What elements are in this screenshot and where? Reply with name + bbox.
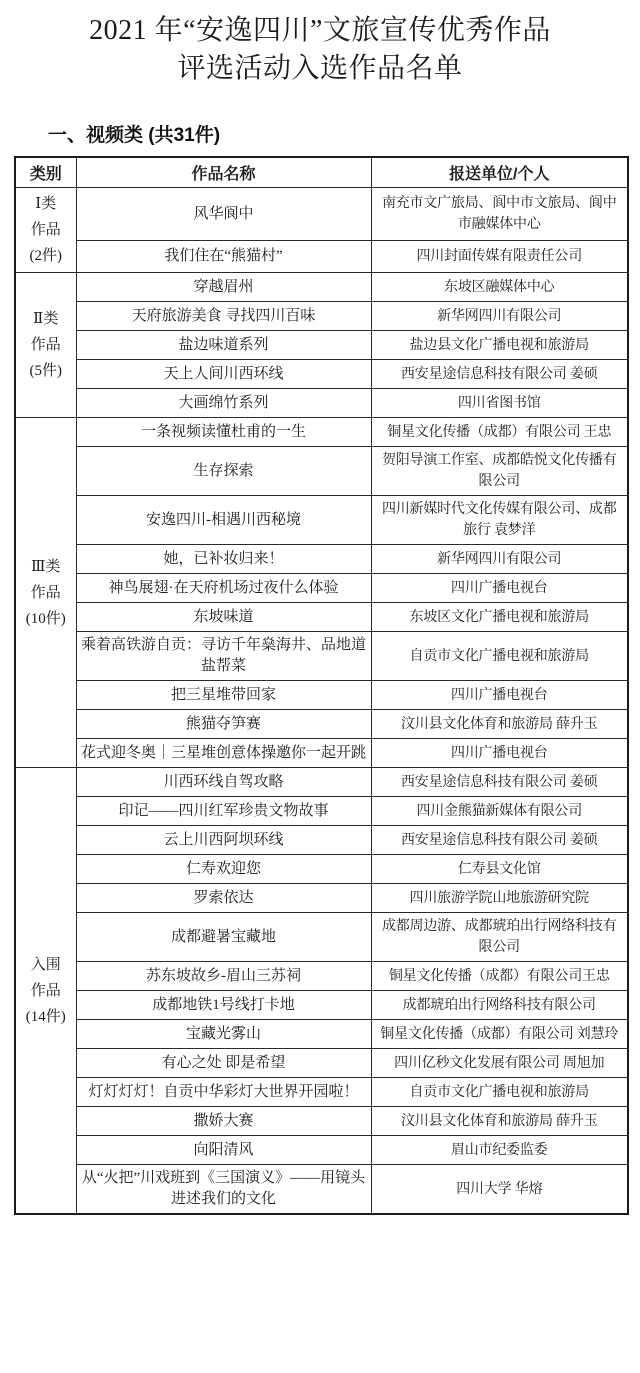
submitter-cell: 四川大学 华熔 bbox=[371, 1165, 628, 1215]
work-name-cell: 风华阆中 bbox=[76, 188, 371, 241]
table-row bbox=[15, 797, 628, 826]
table-row bbox=[15, 496, 628, 545]
work-name-cell: 从“火把”川戏班到《三国演义》——用镜头进述我们的文化 bbox=[76, 1165, 371, 1215]
table-row bbox=[15, 1078, 628, 1107]
work-name-cell: 向阳清风 bbox=[76, 1136, 371, 1165]
works-table-body bbox=[15, 188, 628, 1215]
work-name-cell: 印记——四川红军珍贵文物故事 bbox=[76, 797, 371, 826]
work-name-cell: 苏东坡故乡-眉山三苏祠 bbox=[76, 962, 371, 991]
work-name-cell: 我们住在“熊猫村” bbox=[76, 241, 371, 273]
table-row bbox=[15, 1165, 628, 1215]
table-row bbox=[15, 389, 628, 418]
submitter-cell: 四川广播电视台 bbox=[371, 739, 628, 768]
work-name-cell: 川西环线自驾攻略 bbox=[76, 768, 371, 797]
section-heading-video-category: 一、视频类 (共31件) bbox=[48, 125, 221, 146]
table-row bbox=[15, 360, 628, 389]
work-name-cell: 灯灯灯灯！自贡中华彩灯大世界开园啦！ bbox=[76, 1078, 371, 1107]
submitter-cell: 仁寿县文化馆 bbox=[371, 855, 628, 884]
table-row bbox=[15, 603, 628, 632]
doc-title-line-2: 评选活动入选作品名单 bbox=[177, 53, 463, 84]
submitter-cell: 自贡市文化广播电视和旅游局 bbox=[371, 1078, 628, 1107]
submitter-cell: 四川金熊猫新媒体有限公司 bbox=[371, 797, 628, 826]
column-header-submitter: 报送单位/个人 bbox=[371, 157, 628, 188]
work-name-cell: 她，已补妆归来！ bbox=[76, 545, 371, 574]
table-row bbox=[15, 188, 628, 241]
table-row bbox=[15, 574, 628, 603]
work-name-cell: 熊猫夺笋赛 bbox=[76, 710, 371, 739]
works-table bbox=[14, 156, 629, 1215]
work-name-cell: 大画绵竹系列 bbox=[76, 389, 371, 418]
table-row bbox=[15, 991, 628, 1020]
table-row bbox=[15, 710, 628, 739]
column-header-category: 类别 bbox=[15, 157, 76, 188]
work-name-cell: 东坡味道 bbox=[76, 603, 371, 632]
work-name-cell: 云上川西阿坝环线 bbox=[76, 826, 371, 855]
submitter-cell: 四川省图书馆 bbox=[371, 389, 628, 418]
table-row bbox=[15, 302, 628, 331]
category-cell: Ⅱ类 作品 (5件) bbox=[15, 273, 76, 418]
table-row bbox=[15, 913, 628, 962]
submitter-cell: 四川新媒时代文化传媒有限公司、成都旅行 袁梦洋 bbox=[371, 496, 628, 545]
category-cell: 入围 作品 (14件) bbox=[15, 768, 76, 1215]
table-row bbox=[15, 1049, 628, 1078]
work-name-cell: 花式迎冬奥｜三星堆创意体操邀你一起开跳 bbox=[76, 739, 371, 768]
submitter-cell: 汶川县文化体育和旅游局 薛升玉 bbox=[371, 710, 628, 739]
work-name-cell: 盐边味道系列 bbox=[76, 331, 371, 360]
submitter-cell: 汶川县文化体育和旅游局 薛升玉 bbox=[371, 1107, 628, 1136]
submitter-cell: 贺阳导演工作室、成都皓悦文化传播有限公司 bbox=[371, 447, 628, 496]
work-name-cell: 安逸四川-相遇川西秘境 bbox=[76, 496, 371, 545]
work-name-cell: 一条视频读懂杜甫的一生 bbox=[76, 418, 371, 447]
submitter-cell: 四川封面传媒有限责任公司 bbox=[371, 241, 628, 273]
table-row bbox=[15, 826, 628, 855]
submitter-cell: 南充市文广旅局、阆中市文旅局、阆中市融媒体中心 bbox=[371, 188, 628, 241]
table-row bbox=[15, 447, 628, 496]
work-name-cell: 把三星堆带回家 bbox=[76, 681, 371, 710]
table-row bbox=[15, 273, 628, 302]
table-row bbox=[15, 962, 628, 991]
submitter-cell: 新华网四川有限公司 bbox=[371, 545, 628, 574]
table-row bbox=[15, 418, 628, 447]
submitter-cell: 东坡区文化广播电视和旅游局 bbox=[371, 603, 628, 632]
table-row bbox=[15, 241, 628, 273]
submitter-cell: 四川旅游学院山地旅游研究院 bbox=[371, 884, 628, 913]
category-cell: Ⅰ类 作品 (2件) bbox=[15, 188, 76, 273]
submitter-cell: 铜星文化传播（成都）有限公司王忠 bbox=[371, 962, 628, 991]
submitter-cell: 铜星文化传播（成都）有限公司 刘慧玲 bbox=[371, 1020, 628, 1049]
submitter-cell: 自贡市文化广播电视和旅游局 bbox=[371, 632, 628, 681]
submitter-cell: 成都琥珀出行网络科技有限公司 bbox=[371, 991, 628, 1020]
work-name-cell: 罗索依达 bbox=[76, 884, 371, 913]
submitter-cell: 新华网四川有限公司 bbox=[371, 302, 628, 331]
table-row bbox=[15, 545, 628, 574]
table-row bbox=[15, 1107, 628, 1136]
work-name-cell: 生存探索 bbox=[76, 447, 371, 496]
submitter-cell: 四川亿秒文化发展有限公司 周旭加 bbox=[371, 1049, 628, 1078]
table-row bbox=[15, 884, 628, 913]
work-name-cell: 有心之处 即是希望 bbox=[76, 1049, 371, 1078]
work-name-cell: 天上人间川西环线 bbox=[76, 360, 371, 389]
submitter-cell: 西安星途信息科技有限公司 姜硕 bbox=[371, 826, 628, 855]
work-name-cell: 宝藏光雾山 bbox=[76, 1020, 371, 1049]
submitter-cell: 东坡区融媒体中心 bbox=[371, 273, 628, 302]
submitter-cell: 四川广播电视台 bbox=[371, 681, 628, 710]
table-row bbox=[15, 331, 628, 360]
table-row bbox=[15, 1020, 628, 1049]
table-row bbox=[15, 855, 628, 884]
work-name-cell: 成都避暑宝藏地 bbox=[76, 913, 371, 962]
table-row bbox=[15, 739, 628, 768]
table-row bbox=[15, 681, 628, 710]
submitter-cell: 盐边县文化广播电视和旅游局 bbox=[371, 331, 628, 360]
doc-title-line-1: 2021 年“安逸四川”文旅宣传优秀作品 bbox=[89, 15, 551, 46]
column-header-work-name: 作品名称 bbox=[76, 157, 371, 188]
table-row bbox=[15, 1136, 628, 1165]
table-header-row bbox=[15, 157, 628, 188]
work-name-cell: 天府旅游美食 寻找四川百味 bbox=[76, 302, 371, 331]
submitter-cell: 四川广播电视台 bbox=[371, 574, 628, 603]
doc-title bbox=[0, 12, 640, 88]
work-name-cell: 撒娇大赛 bbox=[76, 1107, 371, 1136]
category-cell: Ⅲ类 作品 (10件) bbox=[15, 418, 76, 768]
work-name-cell: 成都地铁1号线打卡地 bbox=[76, 991, 371, 1020]
submitter-cell: 西安星途信息科技有限公司 姜硕 bbox=[371, 768, 628, 797]
submitter-cell: 眉山市纪委监委 bbox=[371, 1136, 628, 1165]
submitter-cell: 铜星文化传播（成都）有限公司 王忠 bbox=[371, 418, 628, 447]
submitter-cell: 成都周边游、成都琥珀出行网络科技有限公司 bbox=[371, 913, 628, 962]
work-name-cell: 神鸟展翅·在天府机场过夜什么体验 bbox=[76, 574, 371, 603]
submitter-cell: 西安星途信息科技有限公司 姜硕 bbox=[371, 360, 628, 389]
table-row bbox=[15, 632, 628, 681]
work-name-cell: 穿越眉州 bbox=[76, 273, 371, 302]
work-name-cell: 乘着高铁游自贡：寻访千年燊海井、品地道盐帮菜 bbox=[76, 632, 371, 681]
table-row bbox=[15, 768, 628, 797]
work-name-cell: 仁寿欢迎您 bbox=[76, 855, 371, 884]
